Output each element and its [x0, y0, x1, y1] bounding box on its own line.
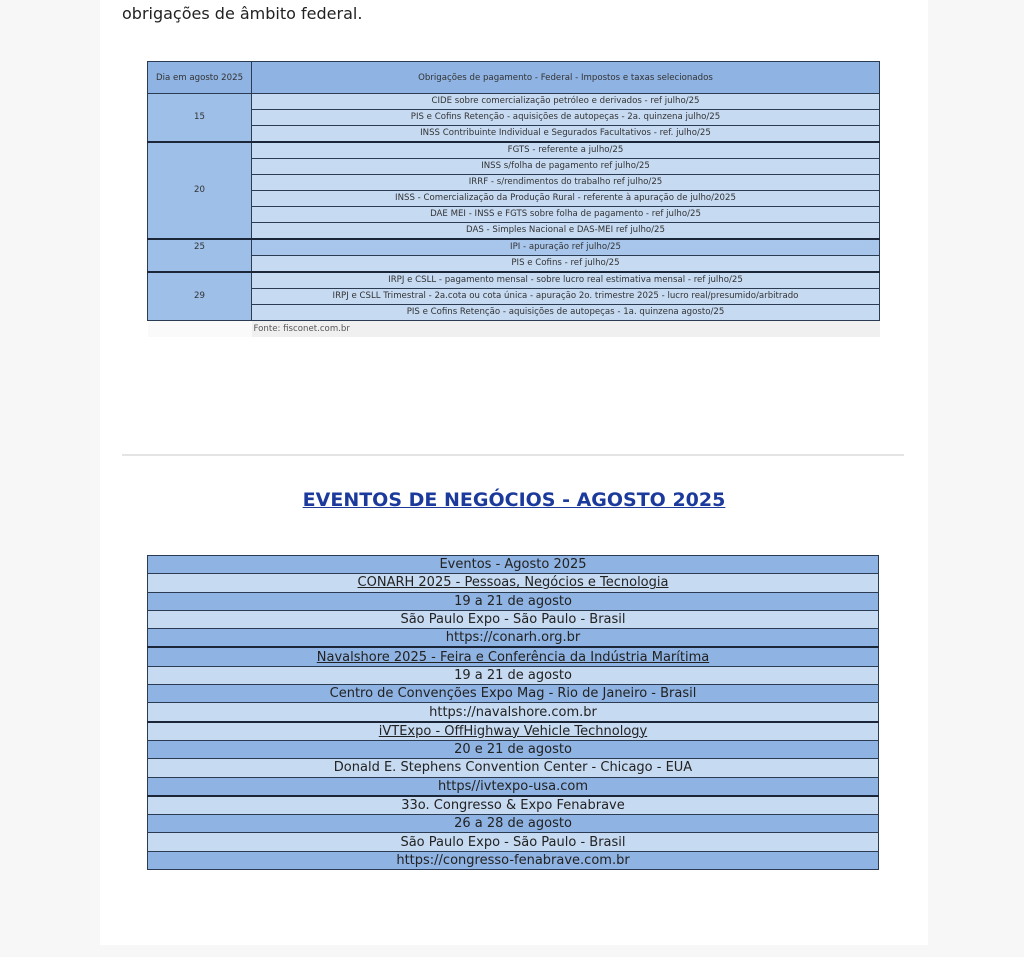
tax-obligation-cell: PIS e Cofins - ref julho/25	[252, 256, 880, 273]
events-table	[147, 555, 879, 870]
tax-obligation-cell: DAS - Simples Nacional e DAS-MEI ref julho/25	[252, 223, 880, 240]
tax-row	[148, 142, 880, 159]
tax-obligation-cell: INSS - Comercialização da Produção Rural - referente à apuração de julho/2025	[252, 191, 880, 207]
tax-row	[148, 126, 880, 143]
tax-row	[148, 239, 880, 256]
tax-obligation-cell: IRRF - s/rendimentos do trabalho ref julho/25	[252, 175, 880, 191]
events-title: Eventos - Agosto 2025	[148, 556, 879, 574]
event-row	[148, 574, 879, 592]
event-dates: 19 a 21 de agosto	[148, 666, 879, 684]
tax-row	[148, 272, 880, 289]
event-place: São Paulo Expo - São Paulo - Brasil	[148, 610, 879, 628]
tax-row	[148, 223, 880, 240]
event-place: Centro de Convenções Expo Mag - Rio de Janeiro - Brasil	[148, 685, 879, 703]
tax-day-cell: 25	[148, 239, 252, 272]
event-url[interactable]: https://congresso-fenabrave.com.br	[148, 851, 879, 869]
tax-row	[148, 94, 880, 110]
event-name[interactable]: Navalshore 2025 - Feira e Conferência da Indústria Marítima	[148, 647, 879, 666]
tax-source-text: Fonte: fisconet.com.br	[252, 321, 880, 338]
event-row	[148, 851, 879, 869]
events-heading[interactable]: EVENTOS DE NEGÓCIOS - AGOSTO 2025	[302, 489, 726, 511]
event-row	[148, 722, 879, 741]
tax-row	[148, 175, 880, 191]
article-page	[100, 0, 928, 945]
event-row	[148, 647, 879, 666]
tax-row	[148, 110, 880, 126]
tax-obligation-cell: PIS e Cofins Retenção - aquisições de autopeças - 1a. quinzena agosto/25	[252, 305, 880, 321]
event-row	[148, 777, 879, 796]
tax-obligation-cell: PIS e Cofins Retenção - aquisições de autopeças - 2a. quinzena julho/25	[252, 110, 880, 126]
tax-header-day: Dia em agosto 2025	[148, 62, 252, 94]
event-name[interactable]: CONARH 2025 - Pessoas, Negócios e Tecnologia	[148, 574, 879, 592]
event-url[interactable]: https://navalshore.com.br	[148, 703, 879, 722]
tax-source-blank	[148, 321, 252, 338]
tax-header-row	[148, 62, 880, 94]
event-place: Donald E. Stephens Convention Center - Chicago - EUA	[148, 759, 879, 777]
tax-day-cell: 15	[148, 94, 252, 143]
tax-row	[148, 305, 880, 321]
event-row	[148, 629, 879, 648]
event-row	[148, 685, 879, 703]
event-url[interactable]: https//ivtexpo-usa.com	[148, 777, 879, 796]
tax-source-row	[148, 321, 880, 338]
tax-day-cell: 29	[148, 272, 252, 321]
tax-obligations-table	[147, 61, 880, 337]
event-row	[148, 610, 879, 628]
tax-row	[148, 289, 880, 305]
tax-row	[148, 191, 880, 207]
event-name: 33o. Congresso & Expo Fenabrave	[148, 796, 879, 815]
tax-day-cell: 20	[148, 142, 252, 239]
event-url[interactable]: https://conarh.org.br	[148, 629, 879, 648]
event-row	[148, 666, 879, 684]
tax-row	[148, 256, 880, 273]
event-row	[148, 759, 879, 777]
event-row	[148, 833, 879, 851]
tax-obligation-cell: DAE MEI - INSS e FGTS sobre folha de pagamento - ref julho/25	[252, 207, 880, 223]
tax-header-obligations: Obrigações de pagamento - Federal - Impostos e taxas selecionados	[252, 62, 880, 94]
event-row	[148, 592, 879, 610]
intro-text: obrigações de âmbito federal.	[122, 4, 363, 23]
tax-obligation-cell: IRPJ e CSLL Trimestral - 2a.cota ou cota única - apuração 2o. trimestre 2025 - lucro real/presumido/arbitrado	[252, 289, 880, 305]
tax-obligation-cell: INSS Contribuinte Individual e Segurados Facultativos - ref. julho/25	[252, 126, 880, 143]
event-dates: 20 e 21 de agosto	[148, 740, 879, 758]
event-name[interactable]: iVTExpo - OffHighway Vehicle Technology	[148, 722, 879, 741]
tax-obligation-cell: INSS s/folha de pagamento ref julho/25	[252, 159, 880, 175]
event-row	[148, 703, 879, 722]
tax-row	[148, 159, 880, 175]
tax-obligation-cell: IPI - apuração ref julho/25	[252, 239, 880, 256]
tax-obligation-cell: IRPJ e CSLL - pagamento mensal - sobre lucro real estimativa mensal - ref julho/25	[252, 272, 880, 289]
event-dates: 26 a 28 de agosto	[148, 815, 879, 833]
event-row	[148, 796, 879, 815]
tax-obligation-cell: CIDE sobre comercialização petróleo e derivados - ref julho/25	[252, 94, 880, 110]
tax-obligation-cell: FGTS - referente a julho/25	[252, 142, 880, 159]
event-row	[148, 740, 879, 758]
event-dates: 19 a 21 de agosto	[148, 592, 879, 610]
event-row	[148, 815, 879, 833]
events-title-row	[148, 556, 879, 574]
tax-row	[148, 207, 880, 223]
section-divider	[122, 454, 904, 456]
event-place: São Paulo Expo - São Paulo - Brasil	[148, 833, 879, 851]
